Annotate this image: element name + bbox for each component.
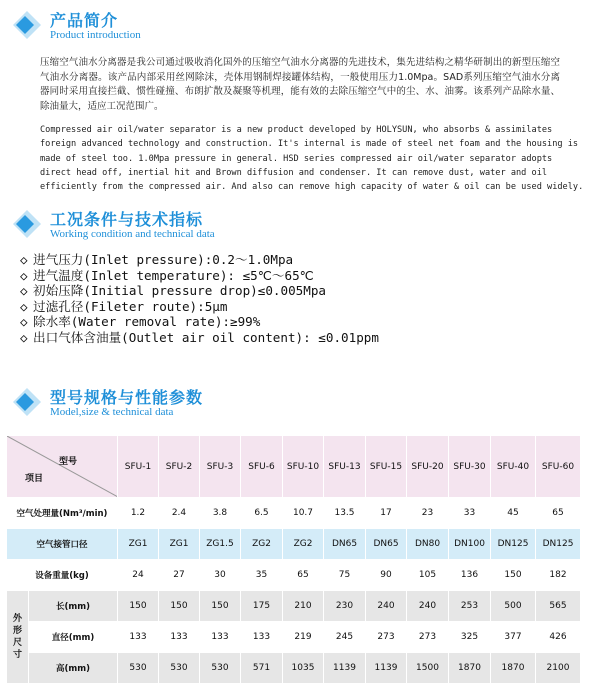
table-cell: 273: [407, 622, 449, 653]
table-corner-cell: [7, 436, 118, 498]
table-cell: 500: [491, 591, 536, 622]
table-cell: 150: [118, 591, 159, 622]
table-cell: 90: [366, 560, 407, 591]
table-cell: 2100: [536, 653, 581, 684]
spec-item: ◇ 初始压降(Initial pressure drop)≤0.005Mpa: [20, 283, 327, 299]
model-header: SFU-6: [241, 436, 283, 498]
model-header: SFU-3: [200, 436, 241, 498]
table-cell: 17: [366, 498, 407, 529]
table-cell: 150: [159, 591, 200, 622]
table-row: [7, 529, 581, 560]
table-cell: 230: [324, 591, 366, 622]
row-label: 长(mm): [29, 591, 118, 622]
row-label: 空气处理量(Nm³/min): [7, 498, 118, 529]
table-cell: 3.8: [200, 498, 241, 529]
dimension-side-label: [7, 591, 29, 684]
spec-item: ◇ 进气温度(Inlet temperature): ≤5℃～65℃: [20, 267, 314, 283]
model-spec-table: [6, 435, 581, 684]
table-cell: 133: [200, 622, 241, 653]
table-row: [7, 560, 581, 591]
table-cell: ZG2: [283, 529, 324, 560]
table-cell: 182: [536, 560, 581, 591]
table-row: [7, 622, 581, 653]
table-cell: 1870: [449, 653, 491, 684]
table-cell: 210: [283, 591, 324, 622]
table-cell: ZG1: [118, 529, 159, 560]
section-title-en: Working condition and technical data: [50, 228, 215, 240]
table-cell: 150: [200, 591, 241, 622]
section-model-specs: [8, 385, 588, 421]
table-header-row: [7, 436, 581, 498]
diamond-bullet-icon: ◇: [20, 252, 28, 267]
table-cell: 2.4: [159, 498, 200, 529]
model-header: SFU-13: [324, 436, 366, 498]
table-cell: 273: [366, 622, 407, 653]
table-cell: 1139: [324, 653, 366, 684]
table-cell: 1139: [366, 653, 407, 684]
model-header: SFU-60: [536, 436, 581, 498]
table-row: [7, 653, 581, 684]
model-header: SFU-40: [491, 436, 536, 498]
spec-item: ◇ 进气压力(Inlet pressure):0.2～1.0Mpa: [20, 252, 294, 267]
table-cell: 530: [118, 653, 159, 684]
table-cell: 377: [491, 622, 536, 653]
table-cell: 30: [200, 560, 241, 591]
table-cell: 240: [407, 591, 449, 622]
section-title-en: Model,size & technical data: [50, 406, 174, 418]
side-label-text: 外形尺寸: [12, 614, 22, 660]
table-cell: 33: [449, 498, 491, 529]
row-label: 高(mm): [29, 653, 118, 684]
table-cell: DN65: [324, 529, 366, 560]
spec-list: [20, 252, 580, 346]
section-product-intro: [8, 8, 588, 44]
spec-item: ◇ 除水率(Water removal rate):≥99%: [20, 314, 261, 330]
table-cell: 426: [536, 622, 581, 653]
corner-label-model: 型号: [58, 457, 77, 467]
section-title-cn: 产品简介: [50, 11, 119, 30]
table-cell: 571: [241, 653, 283, 684]
table-cell: DN100: [449, 529, 491, 560]
intro-text-cn: 压缩空气油水分离器是我公司通过吸收消化国外的压缩空气油水分离器的先进技术，集先进结构之精华研制出的新型压缩空气油水分离器。该产品内部采用丝网除沫，壳体用钢制焊接罐体结构，一般使用压力1.0Mpa。SAD系列压缩空气油水分离器同时采用直接拦截、惯性碰撞、布朗扩散及凝聚等机理，能有效的去除压缩空气中的尘、水、油雾。该系列产品除水量、除油量大，适应工况范围广。: [40, 57, 560, 112]
diamond-icon: [12, 387, 42, 417]
table-cell: DN125: [536, 529, 581, 560]
table-cell: 65: [536, 498, 581, 529]
table-cell: DN65: [366, 529, 407, 560]
table-cell: 245: [324, 622, 366, 653]
table-cell: 6.5: [241, 498, 283, 529]
table-cell: ZG1: [159, 529, 200, 560]
diamond-bullet-icon: ◇: [20, 314, 28, 330]
table-cell: ZG1.5: [200, 529, 241, 560]
table-cell: 133: [159, 622, 200, 653]
table-cell: 13.5: [324, 498, 366, 529]
section-title-en: Product introduction: [50, 29, 141, 41]
model-header: SFU-2: [159, 436, 200, 498]
row-label: 直径(mm): [29, 622, 118, 653]
table-cell: 1.2: [118, 498, 159, 529]
section-title-cn: 型号规格与性能参数: [50, 388, 204, 407]
table-cell: 240: [366, 591, 407, 622]
table-cell: ZG2: [241, 529, 283, 560]
table-cell: 530: [200, 653, 241, 684]
row-label: 设备重量(kg): [7, 560, 118, 591]
table-cell: 150: [491, 560, 536, 591]
table-cell: DN125: [491, 529, 536, 560]
table-cell: 27: [159, 560, 200, 591]
table-cell: 219: [283, 622, 324, 653]
spec-item: ◇ 出口气体含油量(Outlet air oil content): ≤0.01ppm: [20, 329, 379, 345]
table-cell: 325: [449, 622, 491, 653]
diamond-icon: [12, 10, 42, 40]
table-cell: DN80: [407, 529, 449, 560]
table-cell: 136: [449, 560, 491, 591]
table-cell: 175: [241, 591, 283, 622]
table-cell: 133: [118, 622, 159, 653]
table-cell: 530: [159, 653, 200, 684]
table-cell: 10.7: [283, 498, 324, 529]
model-header: SFU-20: [407, 436, 449, 498]
table-cell: 1035: [283, 653, 324, 684]
diamond-bullet-icon: ◇: [20, 298, 28, 314]
table-cell: 105: [407, 560, 449, 591]
diamond-bullet-icon: ◇: [20, 329, 28, 345]
table-cell: 45: [491, 498, 536, 529]
intro-text-en: Compressed air oil/water separator is a new product developed by HOLYSUN, who absorbs & assimilates foreign advanced technology and construction. It's internal is made of steel net foam and the housing is made of steel too. 1.0Mpa pressure in general. HSD series compressed air oil/water separator adopts direct head off, inertial hit and Brown diffusion and condenser. It can remove dust, water and oil efficiently from the compressed air. And also can remove high capacity of water & oil can be used widely.: [40, 125, 584, 193]
model-header: SFU-15: [366, 436, 407, 498]
table-cell: 1500: [407, 653, 449, 684]
table-cell: 35: [241, 560, 283, 591]
model-header: SFU-1: [118, 436, 159, 498]
table-cell: 565: [536, 591, 581, 622]
section-title-cn: 工况条件与技术指标: [50, 210, 204, 229]
table-cell: 1870: [491, 653, 536, 684]
table-row: [7, 498, 581, 529]
table-cell: 75: [324, 560, 366, 591]
diamond-icon: [12, 209, 42, 239]
section-working-condition: [8, 207, 588, 243]
diamond-bullet-icon: ◇: [20, 283, 28, 299]
table-cell: 23: [407, 498, 449, 529]
table-cell: 65: [283, 560, 324, 591]
diamond-bullet-icon: ◇: [20, 267, 28, 283]
table-cell: 24: [118, 560, 159, 591]
table-cell: 253: [449, 591, 491, 622]
corner-label-item: 项目: [25, 474, 44, 484]
model-header: SFU-30: [449, 436, 491, 498]
spec-item: ◇ 过滤孔径(Fileter route):5μm: [20, 298, 228, 314]
table-row: [7, 591, 581, 622]
model-header: SFU-10: [283, 436, 324, 498]
table-cell: 133: [241, 622, 283, 653]
row-label: 空气接管口径: [7, 529, 118, 560]
